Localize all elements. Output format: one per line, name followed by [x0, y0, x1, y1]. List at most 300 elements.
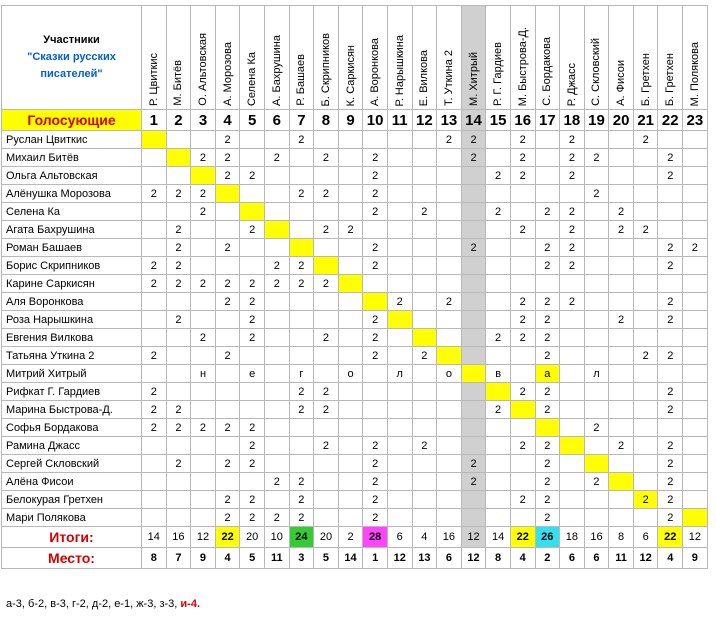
participant-name: О. Альтовская [196, 33, 209, 106]
participant-name: А. Фисои [615, 60, 628, 106]
vote-cell: 2 [658, 167, 683, 185]
vote-cell [535, 167, 560, 185]
voter-name: Роза Нарышкина [2, 311, 142, 329]
vote-cell [191, 311, 216, 329]
vote-cell [166, 131, 191, 149]
vote-cell [683, 293, 708, 311]
vote-cell [387, 509, 412, 527]
vote-cell [387, 329, 412, 347]
vote-cell [314, 509, 339, 527]
vote-cell: 2 [363, 167, 388, 185]
vote-cell [609, 455, 634, 473]
vote-cell [437, 509, 462, 527]
vote-cell [363, 221, 388, 239]
vote-cell [437, 311, 462, 329]
vote-cell [560, 311, 585, 329]
vote-cell [584, 257, 609, 275]
vote-cell [289, 203, 314, 221]
voter-row [2, 239, 708, 257]
voter-row [2, 365, 708, 383]
vote-cell [486, 437, 511, 455]
total-value: 20 [240, 527, 265, 548]
vote-cell [142, 491, 167, 509]
place-value: 8 [486, 548, 511, 569]
participant-header [510, 6, 535, 110]
total-value: 16 [584, 527, 609, 548]
vote-cell [510, 347, 535, 365]
voter-name: Селена Ка [2, 203, 142, 221]
vote-cell [338, 131, 363, 149]
place-value: 6 [584, 548, 609, 569]
vote-cell [338, 203, 363, 221]
vote-cell [609, 329, 634, 347]
participant-name: А. Морозова [221, 42, 234, 106]
vote-cell [289, 167, 314, 185]
vote-cell: 2 [166, 185, 191, 203]
vote-cell: 2 [560, 293, 585, 311]
vote-cell: 2 [166, 239, 191, 257]
vote-cell [338, 257, 363, 275]
participant-number: 17 [535, 110, 560, 131]
vote-cell [338, 491, 363, 509]
participant-header [658, 6, 683, 110]
vote-cell [683, 149, 708, 167]
vote-cell [387, 275, 412, 293]
vote-cell [387, 221, 412, 239]
vote-cell [609, 275, 634, 293]
vote-cell [191, 383, 216, 401]
vote-cell [215, 401, 240, 419]
vote-cell [584, 509, 609, 527]
vote-cell [658, 203, 683, 221]
vote-cell: 2 [510, 167, 535, 185]
vote-cell: 2 [535, 311, 560, 329]
voter-name: Рамина Джасс [2, 437, 142, 455]
vote-cell: 2 [264, 149, 289, 167]
participant-number: 11 [387, 110, 412, 131]
vote-cell [633, 167, 658, 185]
vote-cell: 2 [486, 203, 511, 221]
participant-name: Т. Уткина 2 [442, 50, 455, 106]
vote-cell [486, 473, 511, 491]
vote-cell: 2 [240, 491, 265, 509]
vote-cell [191, 131, 216, 149]
vote-cell: 2 [363, 437, 388, 455]
vote-cell: 2 [215, 293, 240, 311]
vote-cell [387, 383, 412, 401]
vote-cell [142, 365, 167, 383]
voter-name: Марина Быстрова-Д. [2, 401, 142, 419]
vote-cell [633, 203, 658, 221]
vote-cell: 2 [461, 473, 486, 491]
participant-name: К. Саркисян [344, 44, 357, 106]
vote-cell: 2 [240, 509, 265, 527]
voter-row [2, 383, 708, 401]
vote-cell [609, 491, 634, 509]
participant-header [314, 6, 339, 110]
vote-cell [314, 131, 339, 149]
vote-cell: 2 [215, 491, 240, 509]
vote-cell: 2 [289, 383, 314, 401]
vote-cell: 2 [510, 383, 535, 401]
vote-cell [486, 455, 511, 473]
vote-cell [338, 419, 363, 437]
vote-cell [535, 131, 560, 149]
vote-cell: 2 [314, 275, 339, 293]
participant-header [240, 6, 265, 110]
vote-cell: 2 [535, 293, 560, 311]
vote-cell [166, 491, 191, 509]
vote-cell [486, 239, 511, 257]
voter-name: Евгения Вилкова [2, 329, 142, 347]
vote-cell [535, 149, 560, 167]
voter-row [2, 275, 708, 293]
vote-cell: 2 [486, 167, 511, 185]
vote-cell: 2 [560, 149, 585, 167]
participant-header [461, 6, 486, 110]
vote-cell: 2 [560, 203, 585, 221]
vote-cell: 2 [215, 167, 240, 185]
vote-cell [289, 437, 314, 455]
place-value: 13 [412, 548, 437, 569]
vote-cell: 2 [535, 509, 560, 527]
table-title [2, 6, 142, 110]
vote-cell [166, 149, 191, 167]
vote-cell [387, 149, 412, 167]
vote-cell: 2 [363, 311, 388, 329]
vote-cell [412, 383, 437, 401]
vote-cell [437, 455, 462, 473]
place-value: 4 [510, 548, 535, 569]
vote-cell [338, 401, 363, 419]
participant-number: 3 [191, 110, 216, 131]
vote-cell [461, 491, 486, 509]
vote-cell: 2 [683, 239, 708, 257]
vote-cell: 2 [535, 329, 560, 347]
vote-cell [683, 401, 708, 419]
voter-row [2, 131, 708, 149]
voter-name: Роман Башаев [2, 239, 142, 257]
participant-header [142, 6, 167, 110]
voter-row [2, 473, 708, 491]
legend-item: з-3, [159, 598, 181, 610]
vote-cell: 2 [215, 239, 240, 257]
vote-cell [437, 347, 462, 365]
vote-cell [535, 185, 560, 203]
total-value: 2 [338, 527, 363, 548]
vote-cell [609, 365, 634, 383]
vote-cell: 2 [314, 185, 339, 203]
vote-cell [461, 383, 486, 401]
vote-cell: 2 [412, 437, 437, 455]
vote-cell [412, 293, 437, 311]
vote-cell [683, 437, 708, 455]
vote-cell: 2 [609, 203, 634, 221]
vote-cell [412, 455, 437, 473]
vote-cell [338, 509, 363, 527]
vote-cell: 2 [658, 293, 683, 311]
vote-cell [166, 329, 191, 347]
vote-cell [264, 311, 289, 329]
vote-cell [240, 473, 265, 491]
legend-item: а-3, [6, 598, 29, 610]
participant-name: Селена Ка [246, 51, 259, 106]
vote-cell: 2 [486, 329, 511, 347]
vote-cell: 2 [609, 311, 634, 329]
vote-cell [461, 401, 486, 419]
vote-cell: 2 [363, 329, 388, 347]
vote-cell [264, 455, 289, 473]
vote-cell: 2 [658, 239, 683, 257]
vote-cell [215, 257, 240, 275]
vote-cell [683, 131, 708, 149]
vote-cell: 2 [289, 257, 314, 275]
vote-cell [191, 239, 216, 257]
vote-cell [584, 239, 609, 257]
vote-cell [264, 419, 289, 437]
vote-cell [412, 473, 437, 491]
vote-cell: 2 [609, 221, 634, 239]
voter-name: Борис Скрипников [2, 257, 142, 275]
vote-cell: 2 [437, 293, 462, 311]
place-value: 5 [240, 548, 265, 569]
vote-cell [461, 221, 486, 239]
participant-header [412, 6, 437, 110]
vote-cell [289, 419, 314, 437]
vote-cell: 2 [535, 239, 560, 257]
vote-cell: 2 [166, 221, 191, 239]
vote-cell [191, 167, 216, 185]
vote-cell: 2 [437, 131, 462, 149]
place-value: 9 [191, 548, 216, 569]
total-value: 6 [633, 527, 658, 548]
vote-cell [584, 401, 609, 419]
vote-cell: 2 [535, 401, 560, 419]
vote-cell [535, 221, 560, 239]
place-value: 5 [314, 548, 339, 569]
vote-cell [215, 311, 240, 329]
vote-cell [314, 239, 339, 257]
vote-cell [166, 293, 191, 311]
vote-cell: 2 [510, 293, 535, 311]
vote-cell: 2 [314, 401, 339, 419]
vote-cell: 2 [658, 347, 683, 365]
vote-cell: 2 [658, 401, 683, 419]
participant-name: А. Бахрушина [270, 35, 283, 106]
vote-cell [560, 401, 585, 419]
vote-cell [191, 347, 216, 365]
total-value: 22 [215, 527, 240, 548]
vote-cell [289, 455, 314, 473]
vote-cell: 2 [240, 419, 265, 437]
vote-cell [633, 401, 658, 419]
vote-cell: 2 [240, 437, 265, 455]
vote-cell: 2 [289, 473, 314, 491]
vote-cell [387, 347, 412, 365]
voter-row [2, 509, 708, 527]
vote-cell: 2 [264, 473, 289, 491]
vote-cell [412, 329, 437, 347]
vote-cell [683, 473, 708, 491]
legend-item: г-2, [71, 598, 92, 610]
place-value: 11 [264, 548, 289, 569]
vote-cell: 2 [240, 329, 265, 347]
place-value: 6 [437, 548, 462, 569]
vote-cell: 2 [191, 185, 216, 203]
vote-cell: а [535, 365, 560, 383]
vote-cell [486, 311, 511, 329]
vote-cell [363, 419, 388, 437]
voter-name: Агата Бахрушина [2, 221, 142, 239]
vote-cell [338, 473, 363, 491]
vote-cell: 2 [166, 455, 191, 473]
vote-cell [437, 383, 462, 401]
vote-cell: 2 [215, 275, 240, 293]
vote-cell [264, 491, 289, 509]
vote-cell [437, 239, 462, 257]
participant-name: Б. Скрипников [319, 32, 332, 106]
vote-cell [486, 419, 511, 437]
vote-cell [633, 473, 658, 491]
vote-cell: 2 [166, 419, 191, 437]
participant-number: 10 [363, 110, 388, 131]
vote-cell [683, 167, 708, 185]
vote-cell [437, 203, 462, 221]
vote-cell [264, 293, 289, 311]
vote-cell [338, 275, 363, 293]
voter-row [2, 347, 708, 365]
vote-cell [535, 275, 560, 293]
vote-cell: 2 [363, 239, 388, 257]
vote-cell [584, 347, 609, 365]
vote-cell: 2 [633, 131, 658, 149]
vote-cell [215, 473, 240, 491]
vote-cell: 2 [289, 509, 314, 527]
voter-row [2, 203, 708, 221]
vote-cell: 2 [658, 149, 683, 167]
vote-cell [338, 347, 363, 365]
vote-cell [387, 401, 412, 419]
vote-cell: 2 [510, 131, 535, 149]
vote-cell [633, 509, 658, 527]
vote-cell [658, 131, 683, 149]
place-value: 8 [142, 548, 167, 569]
voter-row [2, 455, 708, 473]
participant-number: 9 [338, 110, 363, 131]
participant-header [363, 6, 388, 110]
vote-cell [609, 419, 634, 437]
participant-number: 2 [166, 110, 191, 131]
vote-cell [412, 509, 437, 527]
place-value: 14 [338, 548, 363, 569]
vote-cell: 2 [191, 275, 216, 293]
vote-cell [437, 419, 462, 437]
vote-cell [338, 455, 363, 473]
vote-cell: 2 [486, 401, 511, 419]
vote-cell [240, 203, 265, 221]
vote-cell [486, 509, 511, 527]
vote-cell [584, 167, 609, 185]
vote-cell [437, 329, 462, 347]
voter-row [2, 419, 708, 437]
voter-name: Митрий Хитрый [2, 365, 142, 383]
vote-cell [142, 149, 167, 167]
vote-cell: 2 [289, 275, 314, 293]
vote-cell: 2 [240, 455, 265, 473]
vote-cell [215, 203, 240, 221]
vote-cell [412, 257, 437, 275]
vote-cell: г [289, 365, 314, 383]
vote-cell [437, 491, 462, 509]
vote-cell: 2 [535, 257, 560, 275]
vote-cell [633, 149, 658, 167]
vote-cell [510, 509, 535, 527]
total-value: 12 [191, 527, 216, 548]
totals-label: Итоги: [2, 527, 142, 548]
place-value: 12 [387, 548, 412, 569]
vote-cell: 2 [142, 401, 167, 419]
vote-cell [461, 419, 486, 437]
legend-line [6, 598, 200, 610]
vote-cell: 2 [658, 257, 683, 275]
vote-cell [166, 167, 191, 185]
vote-cell [461, 329, 486, 347]
vote-cell [633, 185, 658, 203]
vote-cell [560, 491, 585, 509]
vote-cell [461, 275, 486, 293]
vote-cell [584, 221, 609, 239]
vote-cell [683, 491, 708, 509]
participant-number: 22 [658, 110, 683, 131]
vote-cell [191, 257, 216, 275]
vote-cell [215, 221, 240, 239]
vote-cell [683, 185, 708, 203]
vote-cell [584, 275, 609, 293]
vote-cell: 2 [535, 437, 560, 455]
vote-cell: 2 [215, 149, 240, 167]
vote-cell [264, 401, 289, 419]
vote-cell [240, 257, 265, 275]
vote-cell: 2 [166, 401, 191, 419]
participant-name: М. Полякова [688, 41, 701, 106]
vote-cell [264, 437, 289, 455]
vote-cell [191, 509, 216, 527]
vote-cell: 2 [314, 329, 339, 347]
vote-cell [289, 347, 314, 365]
vote-cell [609, 131, 634, 149]
vote-cell [166, 383, 191, 401]
participant-number: 6 [264, 110, 289, 131]
legend-item: д-2, [91, 598, 115, 610]
vote-cell [191, 293, 216, 311]
place-value: 7 [166, 548, 191, 569]
vote-cell: 2 [240, 221, 265, 239]
vote-cell [633, 329, 658, 347]
vote-cell [215, 383, 240, 401]
vote-cell [191, 473, 216, 491]
vote-cell [461, 437, 486, 455]
vote-cell [314, 455, 339, 473]
vote-cell [683, 365, 708, 383]
place-value: 12 [633, 548, 658, 569]
total-value: 4 [412, 527, 437, 548]
vote-cell: 2 [264, 275, 289, 293]
participant-header [633, 6, 658, 110]
vote-cell [584, 383, 609, 401]
place-value: 4 [658, 548, 683, 569]
vote-cell: 2 [314, 437, 339, 455]
vote-cell [584, 293, 609, 311]
